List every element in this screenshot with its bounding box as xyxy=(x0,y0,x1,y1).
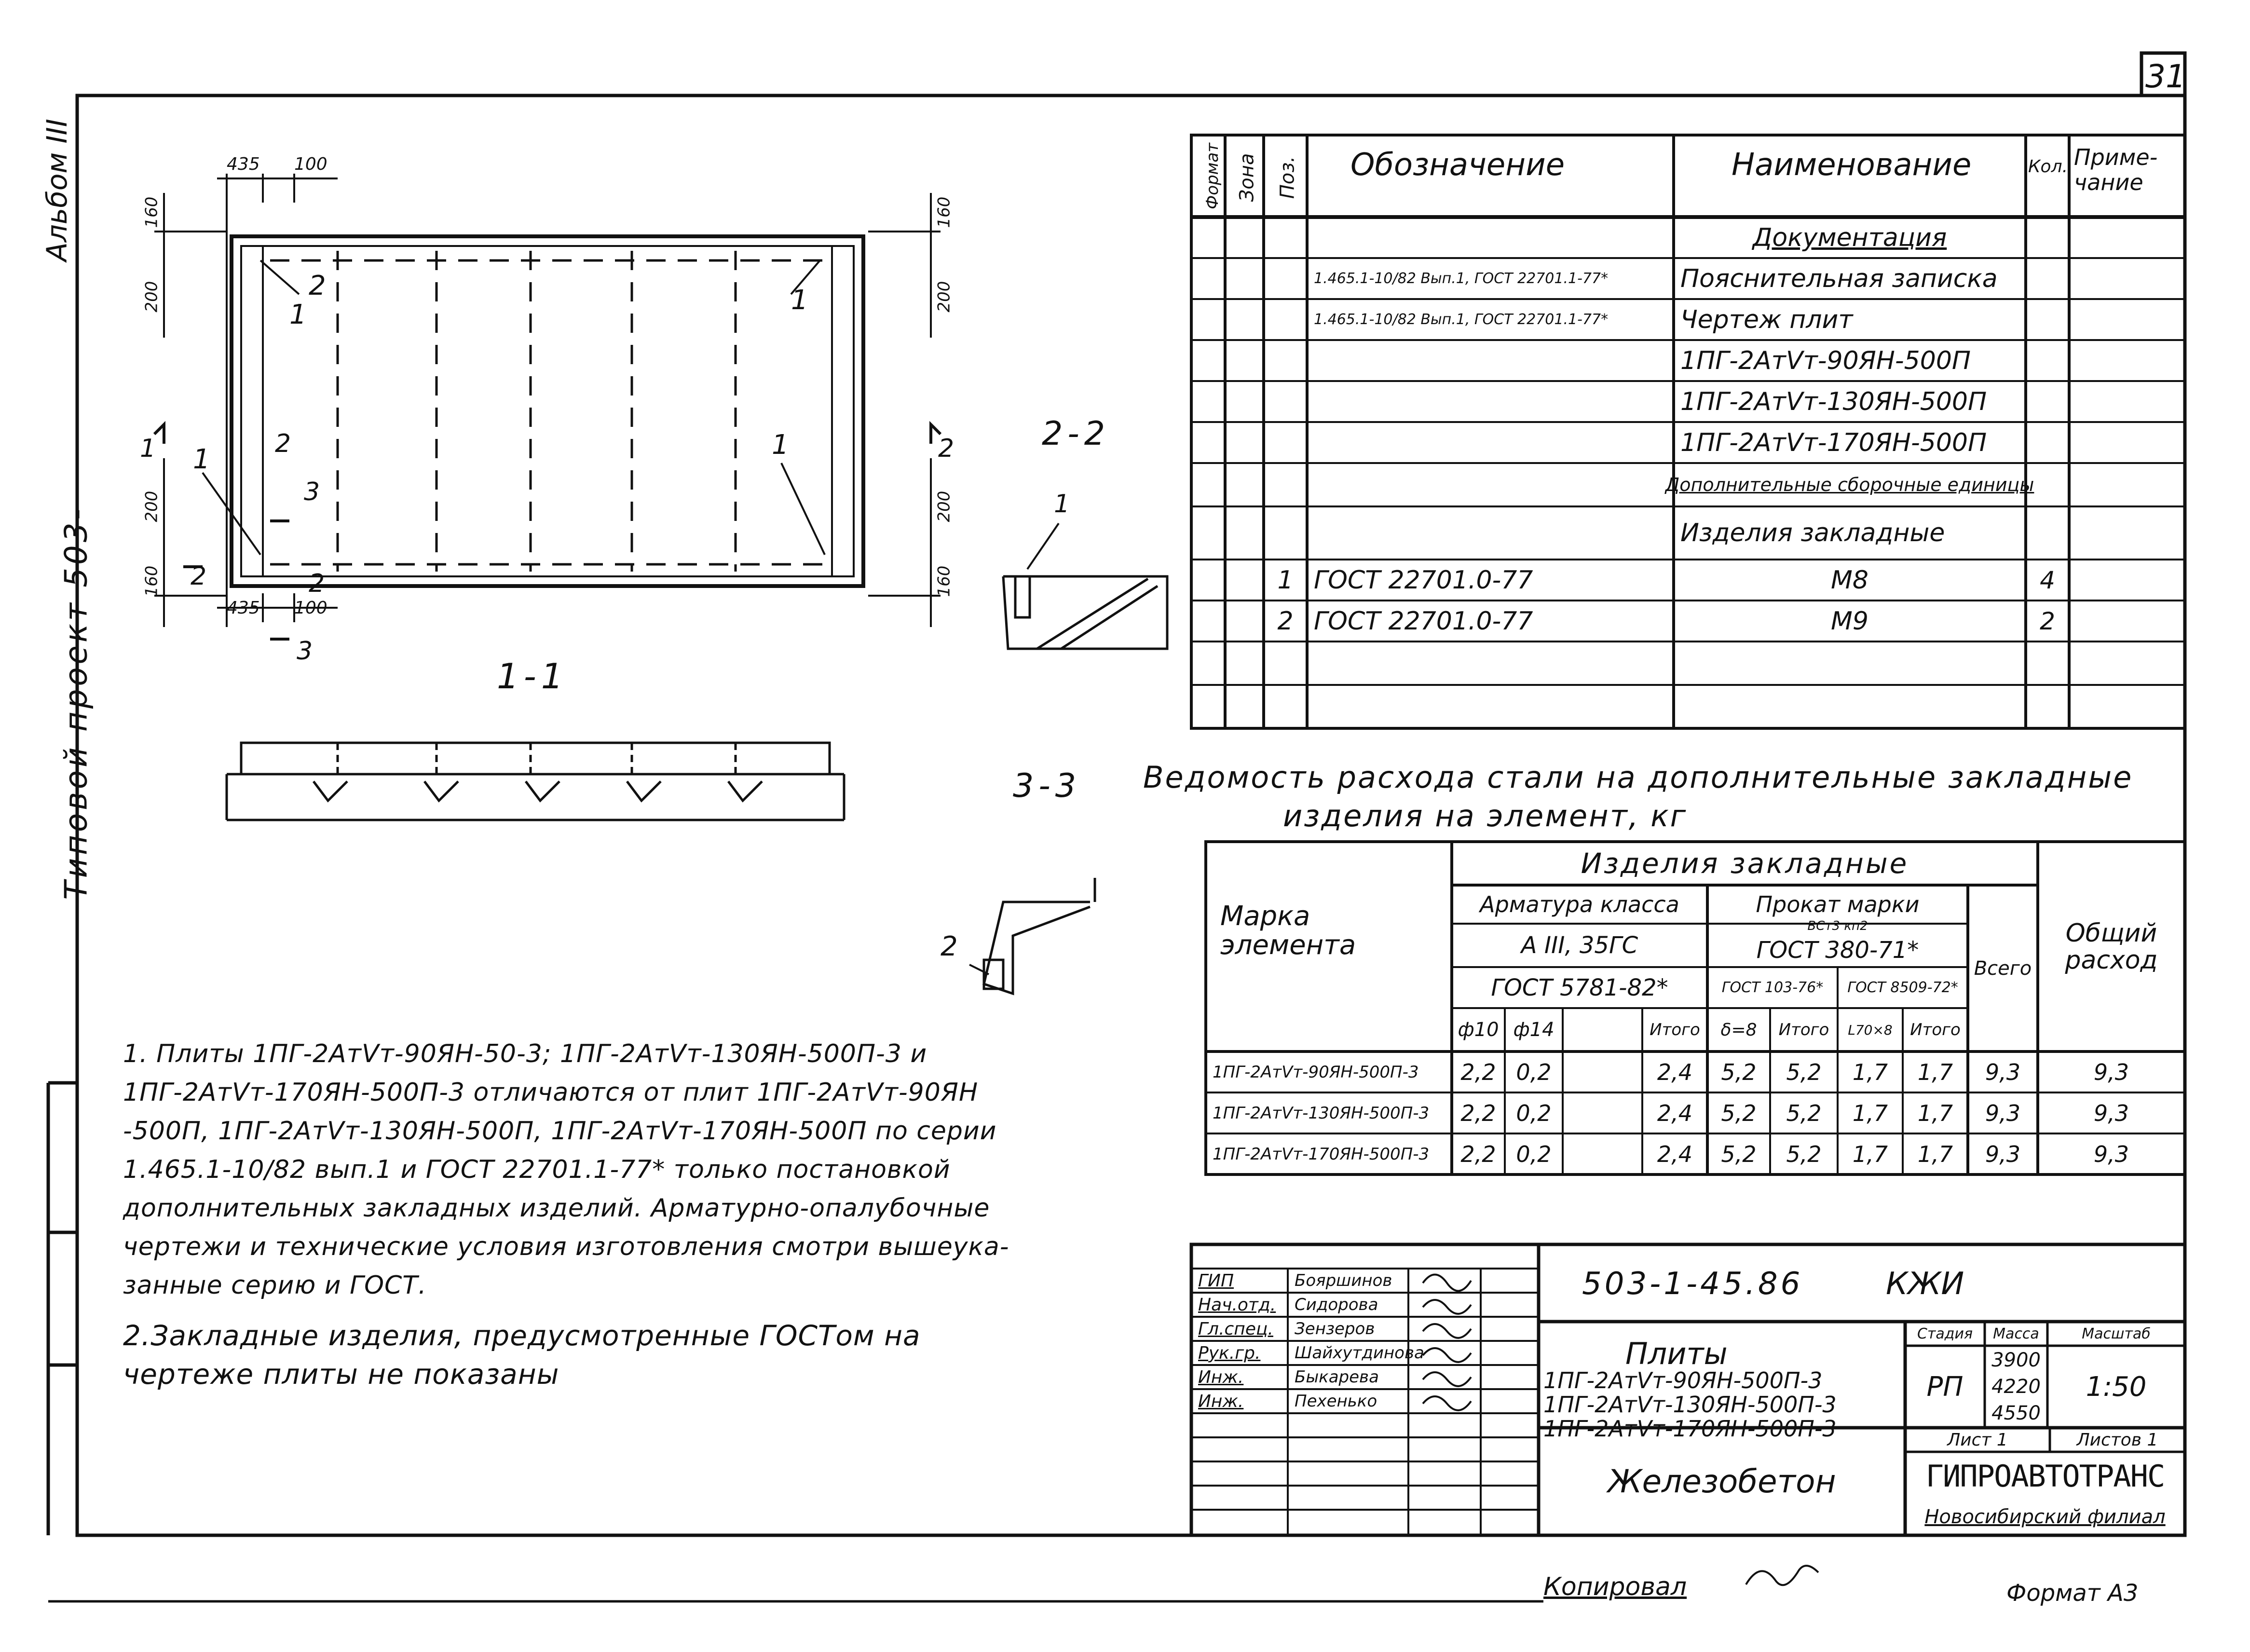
title-block-org: ГИПРОАВТОТРАНС xyxy=(1925,1458,2165,1494)
title-block-item-2: 1ПГ-2АтVт-130ЯН-500П-3 xyxy=(1543,1392,1837,1418)
steel-row-value: 5,2 xyxy=(1721,1141,1757,1167)
steel-row-value: 1,7 xyxy=(1917,1100,1953,1126)
steel-row-value: 0,2 xyxy=(1516,1100,1552,1126)
spec-row-designation xyxy=(1307,685,1680,728)
note-line: чертежи и технические условия изготовления смотри вышеука- xyxy=(123,1232,1009,1261)
spec-header-note: Приме-чание xyxy=(2074,144,2158,195)
spec-row-pos: 1 xyxy=(1277,565,1294,595)
plan-dim-right-4: 160 xyxy=(934,565,954,597)
spec-row-qty xyxy=(2026,685,2069,728)
steel-row-value: 2,4 xyxy=(1657,1059,1693,1085)
steel-row-value: 1,7 xyxy=(1917,1141,1953,1167)
spec-row-pos xyxy=(1264,685,1307,728)
steel-table-title-line1: Ведомость расхода стали на дополнительные закладные xyxy=(1143,760,2133,795)
steel-row-value: 1,7 xyxy=(1852,1059,1888,1085)
steel-header-gost103: ГОСТ 103-76* xyxy=(1721,979,1824,996)
steel-row-value: 5,2 xyxy=(1786,1059,1822,1085)
plan-dim-right-2: 200 xyxy=(934,281,954,313)
section-1-1-drawing xyxy=(227,743,844,820)
spec-row-pos xyxy=(1264,340,1307,381)
plan-callout: 2 xyxy=(191,562,207,591)
steel-sub-total-103: Итого xyxy=(1778,1020,1829,1039)
plan-dim-left-1: 160 xyxy=(142,196,162,228)
spec-row-name: Дополнительные сборочные единицы xyxy=(1665,474,2034,495)
title-block-branch: Новосибирский филиал xyxy=(1924,1506,2166,1528)
steel-row-value: 9,3 xyxy=(2093,1100,2129,1126)
plan-callout: 1 xyxy=(140,434,156,463)
spec-row-qty xyxy=(2026,340,2069,381)
spec-row-name: 1ПГ-2АтVт-170ЯН-500П xyxy=(1680,428,1987,457)
note-line: дополнительных закладных изделий. Арматурно-опалубочные xyxy=(123,1194,990,1223)
spec-row-name: М9 xyxy=(1831,606,1868,636)
steel-row-mark: 1ПГ-2АтVт-130ЯН-500П-3 xyxy=(1213,1103,1430,1123)
spec-row-designation xyxy=(1307,381,1680,422)
spec-row-designation xyxy=(1307,463,1680,506)
title-block-item-1: 1ПГ-2АтVт-90ЯН-500П-3 xyxy=(1543,1367,1823,1393)
spec-row-qty: 4 xyxy=(2040,566,2055,594)
plan-dim-left-4: 160 xyxy=(142,565,162,597)
spec-header-zone: Зона xyxy=(1236,153,1258,202)
title-block-mass-3: 4550 xyxy=(1991,1402,2041,1424)
plan-dim-bottom-2: 100 xyxy=(294,598,327,618)
section-2-2-drawing xyxy=(1003,523,1167,649)
page-number: 31 xyxy=(2145,58,2186,95)
steel-sub-total-8509: Итого xyxy=(1910,1020,1961,1039)
steel-row-value: 1,7 xyxy=(1917,1059,1953,1085)
spec-row-name xyxy=(1674,685,2026,728)
spec-row-name: Чертеж плит xyxy=(1680,305,1853,334)
title-block-scale: 1:50 xyxy=(2086,1371,2147,1403)
steel-row-value: 1,7 xyxy=(1852,1100,1888,1126)
steel-header-gost8509: ГОСТ 8509-72* xyxy=(1847,979,1958,996)
section-2-2-callout: 1 xyxy=(1054,490,1070,519)
steel-table-title-line2: изделия на элемент, кг xyxy=(1283,798,1688,833)
steel-header-embedded: Изделия закладные xyxy=(1581,847,1909,880)
spec-row-designation: ГОСТ 22701.0-77 xyxy=(1314,565,1533,595)
title-block-name: Сидорова xyxy=(1295,1295,1378,1314)
steel-row-value: 2,2 xyxy=(1460,1100,1496,1126)
title-block-role: Инж. xyxy=(1198,1391,1244,1411)
note-line: 2.Закладные изделия, предусмотренные ГОСТом на xyxy=(123,1319,921,1352)
title-block-h-stage: Стадия xyxy=(1917,1325,1973,1342)
section-1-1-title: 1-1 xyxy=(497,656,568,696)
steel-row-value: 5,2 xyxy=(1786,1100,1822,1126)
spec-row-pos xyxy=(1264,463,1307,506)
plan-dim-right-1: 160 xyxy=(934,196,954,228)
title-block-h-mass: Масса xyxy=(1993,1325,2039,1342)
note-line: чертеже плиты не показаны xyxy=(123,1358,559,1391)
steel-row-value: 0,2 xyxy=(1516,1059,1552,1085)
title-block-mass-1: 3900 xyxy=(1991,1349,2041,1371)
spec-row-name: Документация xyxy=(1752,223,1947,252)
steel-sub-angle: L70×8 xyxy=(1848,1022,1893,1038)
steel-row-value: 2,2 xyxy=(1460,1059,1496,1085)
title-block-role: Гл.спец. xyxy=(1198,1319,1273,1339)
title-block-sheets: Листов 1 xyxy=(2076,1430,2158,1450)
spec-row-name: 1ПГ-2АтVт-130ЯН-500П xyxy=(1680,387,1987,416)
spec-row-name: М8 xyxy=(1831,565,1868,595)
section-3-3-callout: 2 xyxy=(941,931,958,962)
spec-row-name: Изделия закладные xyxy=(1680,519,1945,547)
spec-row-pos xyxy=(1264,299,1307,340)
steel-row-value: 9,3 xyxy=(1985,1100,2021,1126)
spec-row-qty xyxy=(2026,381,2069,422)
spec-row-qty xyxy=(2026,299,2069,340)
note-line: 1ПГ-2АтVт-170ЯН-500П-3 отличаются от плит 1ПГ-2АтVт-90ЯН xyxy=(123,1078,979,1107)
album-label: Альбом III xyxy=(40,119,73,261)
spec-row-designation xyxy=(1307,642,1680,685)
steel-row-value: 2,4 xyxy=(1657,1141,1693,1167)
spec-header-qty: Кол. xyxy=(2028,157,2068,177)
spec-row-pos xyxy=(1264,258,1307,299)
steel-header-rebar-gost: ГОСТ 5781-82* xyxy=(1491,974,1668,1001)
spec-row-designation xyxy=(1307,340,1680,381)
spec-row-qty xyxy=(2026,642,2069,685)
title-block-name: Бояршинов xyxy=(1295,1271,1392,1290)
steel-header-rebar-class: А III, 35ГС xyxy=(1521,932,1638,959)
spec-row-qty xyxy=(2026,463,2069,506)
plan-dim-left-3: 200 xyxy=(142,491,162,522)
plan-callout: 1 xyxy=(289,299,307,330)
footer-format: Формат А3 xyxy=(2006,1580,2139,1607)
steel-row-value: 5,2 xyxy=(1721,1059,1757,1085)
steel-row-value: 9,3 xyxy=(1985,1141,2021,1167)
steel-row-value: 5,2 xyxy=(1786,1141,1822,1167)
spec-row-pos xyxy=(1264,506,1307,560)
title-block-role: ГИП xyxy=(1198,1270,1234,1291)
plan-callout: 3 xyxy=(304,478,320,506)
title-block-name: Зензеров xyxy=(1295,1319,1375,1338)
spec-row-name xyxy=(1674,642,2026,685)
steel-row-value: 0,2 xyxy=(1516,1141,1552,1167)
section-2-2-title: 2-2 xyxy=(1042,415,1110,453)
title-block-stage: РП xyxy=(1926,1371,1964,1403)
steel-row-value: 9,3 xyxy=(1985,1059,2021,1085)
title-block-role: Рук.гр. xyxy=(1198,1343,1261,1363)
note-line: занные серию и ГОСТ. xyxy=(123,1271,427,1300)
spec-row-designation xyxy=(1307,217,1680,258)
spec-row-qty xyxy=(2026,422,2069,463)
title-block-item-3: 1ПГ-2АтVт-170ЯН-500П-3 xyxy=(1543,1416,1837,1442)
steel-header-rolled-gost: ГОСТ 380-71* xyxy=(1756,937,1919,964)
steel-row-value: 1,7 xyxy=(1852,1141,1888,1167)
steel-sub-f10: ф10 xyxy=(1458,1019,1499,1041)
title-block-role: Инж. xyxy=(1198,1367,1244,1387)
steel-header-general: Общий расход xyxy=(2065,918,2158,975)
title-block-mass-2: 4220 xyxy=(1991,1376,2041,1398)
spec-row-name: Пояснительная записка xyxy=(1680,264,1998,293)
steel-row-value: 5,2 xyxy=(1721,1100,1757,1126)
section-3-3-drawing xyxy=(969,878,1095,994)
footer-copied: Копировал xyxy=(1543,1572,1687,1601)
steel-sub-f14: ф14 xyxy=(1513,1019,1555,1041)
steel-header-total: Всего xyxy=(1974,957,2032,980)
plan-dim-top-2: 100 xyxy=(294,154,327,174)
spec-row-designation: ГОСТ 22701.0-77 xyxy=(1314,606,1533,636)
title-block-name: Шайхутдинова xyxy=(1295,1343,1424,1363)
plan-callout: 1 xyxy=(791,285,808,316)
title-block-code: 503-1-45.86 xyxy=(1582,1266,1803,1302)
steel-row-value: 9,3 xyxy=(2093,1141,2129,1167)
spec-header-pos: Поз. xyxy=(1276,156,1299,199)
spec-row-pos xyxy=(1264,422,1307,463)
spec-row-pos: 2 xyxy=(1277,606,1294,636)
steel-header-mark: Марка элемента xyxy=(1220,901,1356,961)
plan-callout: 2 xyxy=(309,569,325,598)
spec-row-qty: 2 xyxy=(2040,607,2055,635)
plan-callout: 2 xyxy=(938,434,955,463)
spec-row-pos xyxy=(1264,217,1307,258)
title-block-material: Железобетон xyxy=(1608,1463,1836,1500)
spec-row-pos xyxy=(1264,642,1307,685)
steel-header-rolled-mark: ВСт3 кп2 xyxy=(1807,919,1868,933)
plan-callout: 2 xyxy=(275,429,291,458)
spec-header-format: Формат xyxy=(1202,143,1222,209)
steel-sub-total-rebar: Итого xyxy=(1650,1020,1700,1039)
plan-dim-top-1: 435 xyxy=(227,154,260,174)
title-block-h-scale: Масштаб xyxy=(2082,1325,2151,1342)
steel-row-value: 2,2 xyxy=(1460,1141,1496,1167)
steel-row-value: 2,4 xyxy=(1657,1100,1693,1126)
steel-header-rolled: Прокат марки xyxy=(1756,891,1920,917)
plan-view xyxy=(154,174,941,639)
spec-header-name: Наименование xyxy=(1732,147,1972,183)
note-line: 1. Плиты 1ПГ-2АтVт-90ЯН-50-3; 1ПГ-2АтVт-130ЯН-500П-3 и xyxy=(123,1039,927,1068)
plan-dim-bottom-1: 435 xyxy=(227,598,260,618)
spec-header-designation: Обозначение xyxy=(1350,147,1565,183)
spec-row-designation xyxy=(1307,506,1680,560)
spec-row-designation: 1.465.1-10/82 Вып.1, ГОСТ 22701.1-77* xyxy=(1314,270,1609,287)
section-3-3-title: 3-3 xyxy=(1013,767,1081,805)
plan-callout: 2 xyxy=(309,270,326,301)
project-label: Типовой проект 503- xyxy=(58,505,95,900)
plan-dim-left-2: 200 xyxy=(142,281,162,313)
steel-header-rebar: Арматура класса xyxy=(1480,891,1679,917)
title-block-sheet: Лист 1 xyxy=(1947,1430,2008,1450)
spec-row-qty xyxy=(2026,217,2069,258)
plan-callout: 1 xyxy=(772,429,789,461)
steel-row-value: 9,3 xyxy=(2093,1059,2129,1085)
spec-row-designation xyxy=(1307,422,1680,463)
spec-row-qty xyxy=(2026,258,2069,299)
title-block-title: Плиты xyxy=(1625,1336,1728,1371)
plan-dim-right-3: 200 xyxy=(934,491,954,522)
steel-row-mark: 1ПГ-2АтVт-90ЯН-500П-3 xyxy=(1213,1062,1419,1082)
spec-row-pos xyxy=(1264,381,1307,422)
note-line: 1.465.1-10/82 вып.1 и ГОСТ 22701.1-77* только постановкой xyxy=(123,1155,951,1184)
steel-sub-delta: δ=8 xyxy=(1720,1020,1757,1040)
note-line: -500П, 1ПГ-2АтVт-130ЯН-500П, 1ПГ-2АтVт-170ЯН-500П по серии xyxy=(123,1117,997,1146)
spec-row-qty xyxy=(2026,506,2069,560)
spec-row-name: 1ПГ-2АтVт-90ЯН-500П xyxy=(1680,346,1971,375)
plan-callout: 3 xyxy=(297,637,313,666)
spec-row-designation: 1.465.1-10/82 Вып.1, ГОСТ 22701.1-77* xyxy=(1314,311,1609,328)
title-block-name: Пехенько xyxy=(1295,1392,1377,1411)
steel-row-mark: 1ПГ-2АтVт-170ЯН-500П-3 xyxy=(1213,1144,1430,1164)
plan-callout: 1 xyxy=(193,444,210,475)
title-block-role: Нач.отд. xyxy=(1198,1295,1276,1315)
title-block-mark: КЖИ xyxy=(1886,1266,1964,1302)
title-block-name: Быкарева xyxy=(1295,1367,1379,1387)
